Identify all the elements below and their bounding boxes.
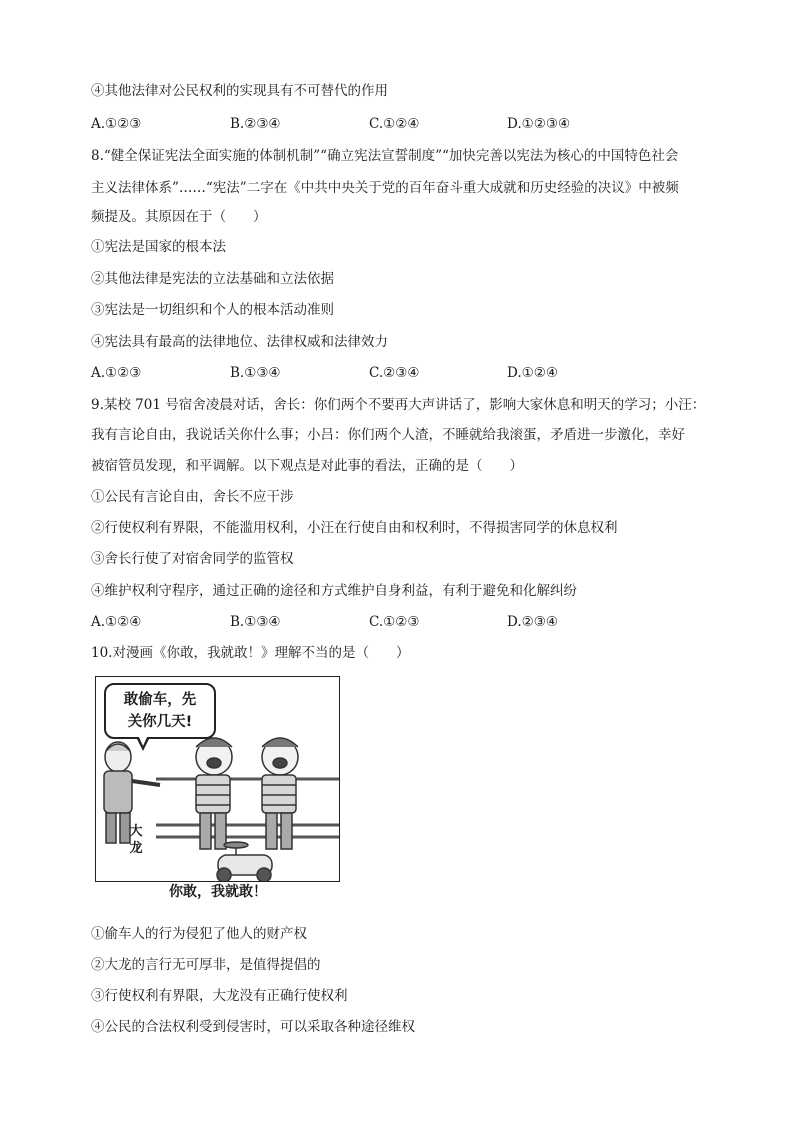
q7-options [91, 114, 711, 134]
speech-bubble-line-2: 关你几天! [127, 714, 193, 730]
q8-statement-2: ②其他法律是宪法的立法基础和立法依据 [91, 271, 334, 287]
q10-statement-4: ④公民的合法权利受到侵害时，可以采取各种途径维权 [91, 1019, 415, 1035]
q7-option-d[interactable]: D.①②③④ [507, 116, 571, 132]
right-kid-figure [262, 738, 298, 849]
q9-statement-1: ①公民有言论自由，舍长不应干涉 [91, 489, 294, 505]
q8-stem-line-2: 主义法律体系”……“宪法”二字在《中共中央关于党的百年奋斗重大成就和历史经验的决议》中被频 [91, 180, 679, 196]
q8-stem-line-3: 频提及。其原因在于（ ） [91, 209, 267, 225]
q9-option-c[interactable]: C.①②③ [369, 614, 420, 630]
q10-statement-2: ②大龙的言行无可厚非，是值得提倡的 [91, 957, 321, 973]
q8-statement-3: ③宪法是一切组织和个人的根本活动准则 [91, 302, 334, 318]
q9-stem-line-3: 被宿管员发现，和平调解。以下观点是对此事的看法，正确的是（ ） [91, 458, 523, 474]
q9-options [91, 612, 711, 632]
q9-statement-3: ③舍长行使了对宿舍同学的监管权 [91, 551, 294, 567]
q7-option-a[interactable]: A.①②③ [91, 116, 142, 132]
left-kid-figure [196, 738, 232, 849]
q10-statement-3: ③行使权利有界限，大龙没有正确行使权利 [91, 988, 348, 1004]
speech-bubble-line-1: 敢偷车，先 [123, 692, 197, 708]
q9-option-a[interactable]: A.①②④ [91, 614, 142, 630]
cartoon-caption: 你敢，我就敢！ [169, 884, 267, 900]
q8-options [91, 363, 711, 383]
q9-statement-2: ②行使权利有界限，不能滥用权利，小汪在行使自由和权利时，不得损害同学的休息权利 [91, 520, 618, 536]
q9-stem-line-2: 我有言论自由，我说话关你什么事；小吕：你们两个人渣，不睡就给我滚蛋，矛盾进一步激化，幸好 [91, 427, 685, 443]
q9-option-d[interactable]: D.②③④ [507, 614, 558, 630]
speech-bubble-tail-fill [138, 735, 148, 746]
q7-option-c[interactable]: C.①②④ [369, 116, 420, 132]
figure-label: 大龙 [129, 824, 143, 856]
q9-stem-line-1: 9.某校 701 号宿舍凌晨对话，舍长：你们两个不要再大声讲话了，影响大家休息和明天的学习；小汪： [91, 397, 706, 413]
q8-option-a[interactable]: A.①②③ [91, 365, 142, 381]
q7-option-b[interactable]: B.②③④ [230, 116, 281, 132]
q8-statement-4: ④宪法具有最高的法律地位、法律权威和法律效力 [91, 334, 388, 350]
q8-option-d[interactable]: D.①②④ [507, 365, 558, 381]
q8-option-c[interactable]: C.②③④ [369, 365, 420, 381]
q8-option-b[interactable]: B.①③④ [230, 365, 281, 381]
q7-statement-4: ④其他法律对公民权利的实现具有不可替代的作用 [91, 83, 388, 99]
q9-statement-4: ④维护权利守程序，通过正确的途径和方式维护自身利益，有利于避免和化解纠纷 [91, 583, 577, 599]
q8-statement-1: ①宪法是国家的根本法 [91, 239, 226, 255]
railing-lines [156, 779, 339, 837]
q10-statement-1: ①偷车人的行为侵犯了他人的财产权 [91, 926, 307, 942]
speech-bubble [104, 683, 216, 739]
q8-stem-line-1: 8.“健全保证宪法全面实施的体制机制”“确立宪法宣誓制度”“加快完善以宪法为核心的中国特色社会 [91, 148, 679, 164]
q10-stem: 10.对漫画《你敢，我就敢！》理解不当的是（ ） [91, 645, 410, 661]
cartoon-image [95, 676, 340, 882]
q9-option-b[interactable]: B.①③④ [230, 614, 281, 630]
